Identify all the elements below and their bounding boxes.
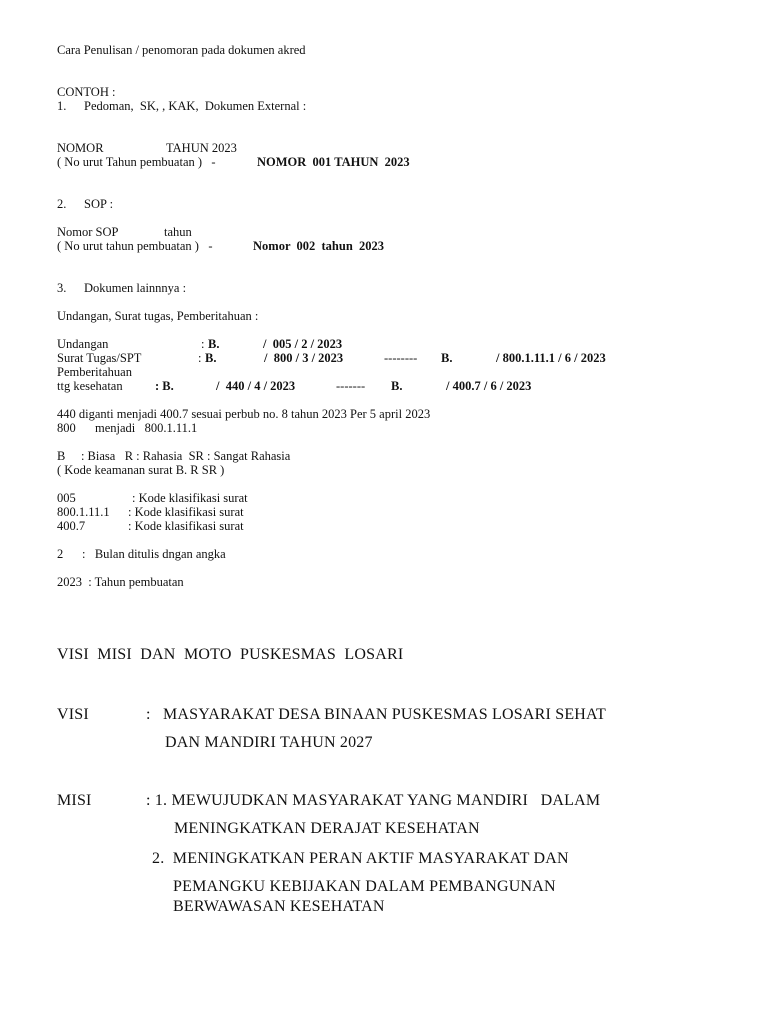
- item2-number: 2.: [57, 197, 67, 211]
- item2-format-example: Nomor 002 tahun 2023: [253, 239, 385, 253]
- klasifikasi-800-desc: : Kode klasifikasi surat: [128, 505, 244, 519]
- spt-code-b2: B.: [441, 351, 453, 365]
- misi-line-4: PEMANGKU KEBIJAKAN DALAM PEMBANGUNAN: [173, 878, 556, 895]
- kode-keamanan-list: B : Biasa R : Rahasia SR : Sangat Rahasia: [57, 449, 291, 463]
- ttg-code-b: : B.: [155, 379, 174, 393]
- klasifikasi-005-desc: : Kode klasifikasi surat: [132, 491, 248, 505]
- spt-separator: :: [198, 351, 202, 365]
- misi-line-3: 2. MENINGKATKAN PERAN AKTIF MASYARAKAT DAN: [152, 850, 569, 867]
- undangan-label: Undangan: [57, 337, 109, 351]
- klasifikasi-005: 005: [57, 491, 76, 505]
- item1-number: 1.: [57, 99, 67, 113]
- note-perbub: 440 diganti menjadi 400.7 sesuai perbub no. 8 tahun 2023 Per 5 april 2023: [57, 407, 431, 421]
- visi-label: VISI: [57, 706, 89, 723]
- item3-number: 3.: [57, 281, 67, 295]
- intro-text: Cara Penulisan / penomoran pada dokumen akred: [57, 43, 306, 57]
- klasifikasi-400: 400.7: [57, 519, 86, 533]
- item3-subtitle: Undangan, Surat tugas, Pemberitahuan :: [57, 309, 259, 323]
- item2-format-text: ( No urut tahun pembuatan ) -: [57, 239, 213, 253]
- ttg-code: / 440 / 4 / 2023: [216, 379, 296, 393]
- ttg-code-b2: B.: [391, 379, 403, 393]
- spt-code: / 800 / 3 / 2023: [264, 351, 344, 365]
- ttg-kesehatan-label: ttg kesehatan: [57, 379, 123, 393]
- undangan-code-b: B.: [208, 337, 220, 351]
- note-800-change: menjadi 800.1.11.1: [95, 421, 198, 435]
- item3-text: Dokumen lainnnya :: [84, 281, 187, 295]
- ttg-code-new: / 400.7 / 6 / 2023: [446, 379, 532, 393]
- item1-format-example: NOMOR 001 TAHUN 2023: [257, 155, 410, 169]
- visi-line-1: MASYARAKAT DESA BINAAN PUSKESMAS LOSARI SEHAT: [163, 706, 606, 723]
- klasifikasi-800: 800.1.11.1: [57, 505, 110, 519]
- item2-text: SOP :: [84, 197, 114, 211]
- misi-label: MISI: [57, 792, 92, 809]
- misi-line-1: : 1. MEWUJUDKAN MASYARAKAT YANG MANDIRI DALAM: [146, 792, 601, 809]
- item1-format-text: ( No urut Tahun pembuatan ) -: [57, 155, 216, 169]
- undangan-code: / 005 / 2 / 2023: [263, 337, 343, 351]
- contoh-label: CONTOH :: [57, 85, 116, 99]
- bulan-desc: : Bulan ditulis dngan angka: [82, 547, 226, 561]
- item1-tahun-label: TAHUN 2023: [166, 141, 237, 155]
- visi-separator: :: [146, 706, 151, 723]
- klasifikasi-400-desc: : Kode klasifikasi surat: [128, 519, 244, 533]
- note-800-code: 800: [57, 421, 76, 435]
- visi-line-2: DAN MANDIRI TAHUN 2027: [165, 734, 373, 751]
- spt-code-new: / 800.1.11.1 / 6 / 2023: [496, 351, 606, 365]
- bulan-code: 2: [57, 547, 64, 561]
- tahun-desc: 2023 : Tahun pembuatan: [57, 575, 184, 589]
- misi-line-5: BERWAWASAN KESEHATAN: [173, 898, 385, 915]
- spt-code-b: B.: [205, 351, 217, 365]
- item1-nomor-label: NOMOR: [57, 141, 104, 155]
- item2-tahun-label: tahun: [164, 225, 192, 239]
- misi-line-2: MENINGKATKAN DERAJAT KESEHATAN: [174, 820, 480, 837]
- item1-text: Pedoman, SK, , KAK, Dokumen External :: [84, 99, 307, 113]
- item2-nomor-label: Nomor SOP: [57, 225, 119, 239]
- spt-dash: --------: [384, 351, 418, 365]
- ttg-dash: -------: [336, 379, 366, 393]
- kode-keamanan-caption: ( Kode keamanan surat B. R SR ): [57, 463, 225, 477]
- pemberitahuan-label: Pemberitahuan: [57, 365, 132, 379]
- undangan-separator: :: [201, 337, 205, 351]
- spt-label: Surat Tugas/SPT: [57, 351, 142, 365]
- visi-misi-title: VISI MISI DAN MOTO PUSKESMAS LOSARI: [57, 646, 404, 663]
